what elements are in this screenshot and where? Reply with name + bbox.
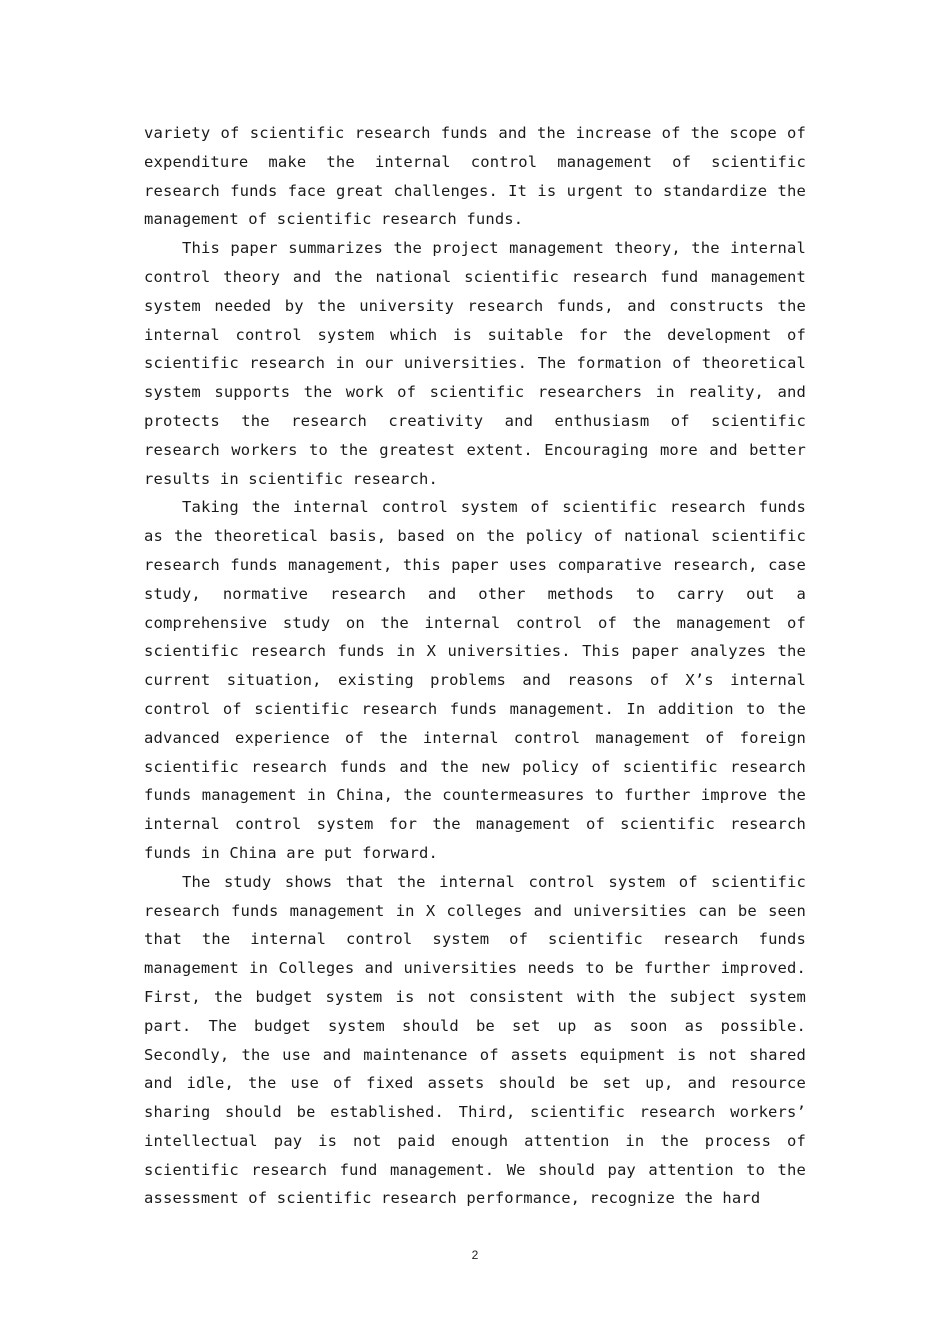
- paragraph-3: Taking the internal control system of scientific research funds as the theoretical basis, based on the policy of national scientific research funds management, this paper uses comparative research, case study, normative research and other methods to carry out a comprehensive study on the internal control of the management of scientific research funds in X universities. This paper analyzes the current situation, existing problems and reasons of X’s internal control of scientific research funds management. In addition to the advanced experience of the internal control management of foreign scientific research funds and the new policy of scientific research funds management in China, the countermeasures to further improve the internal control system for the management of scientific research funds in China are put forward.: [144, 498, 806, 862]
- body-text: [144, 119, 806, 1213]
- paragraph-4: The study shows that the internal control system of scientific research funds management in X colleges and universities can be seen that the internal control system of scientific research funds management in Colleges and universities needs to be further improved. First, the budget system is not consistent with the subject system part. The budget system should be set up as soon as possible. Secondly, the use and maintenance of assets equipment is not shared and idle, the use of fixed assets should be set up, and resource sharing should be established. Third, scientific research workers’ intellectual pay is not paid enough attention in the process of scientific research fund management. We should pay attention to the assessment of scientific research performance, recognize the hard: [144, 872, 806, 1208]
- paragraph-1: variety of scientific research funds and the increase of the scope of expenditure make the internal control management of scientific research funds face great challenges. It is urgent to standardize the management of scientific research funds.: [144, 124, 806, 229]
- page-number: 2: [471, 1248, 479, 1262]
- paragraph-2: This paper summarizes the project management theory, the internal control theory and the national scientific research fund management system needed by the university research funds, and constructs the internal control system which is suitable for the development of scientific research in our universities. The formation of theoretical system supports the work of scientific researchers in reality, and protects the research creativity and enthusiasm of scientific research workers to the greatest extent. Encouraging more and better results in scientific research.: [144, 239, 806, 488]
